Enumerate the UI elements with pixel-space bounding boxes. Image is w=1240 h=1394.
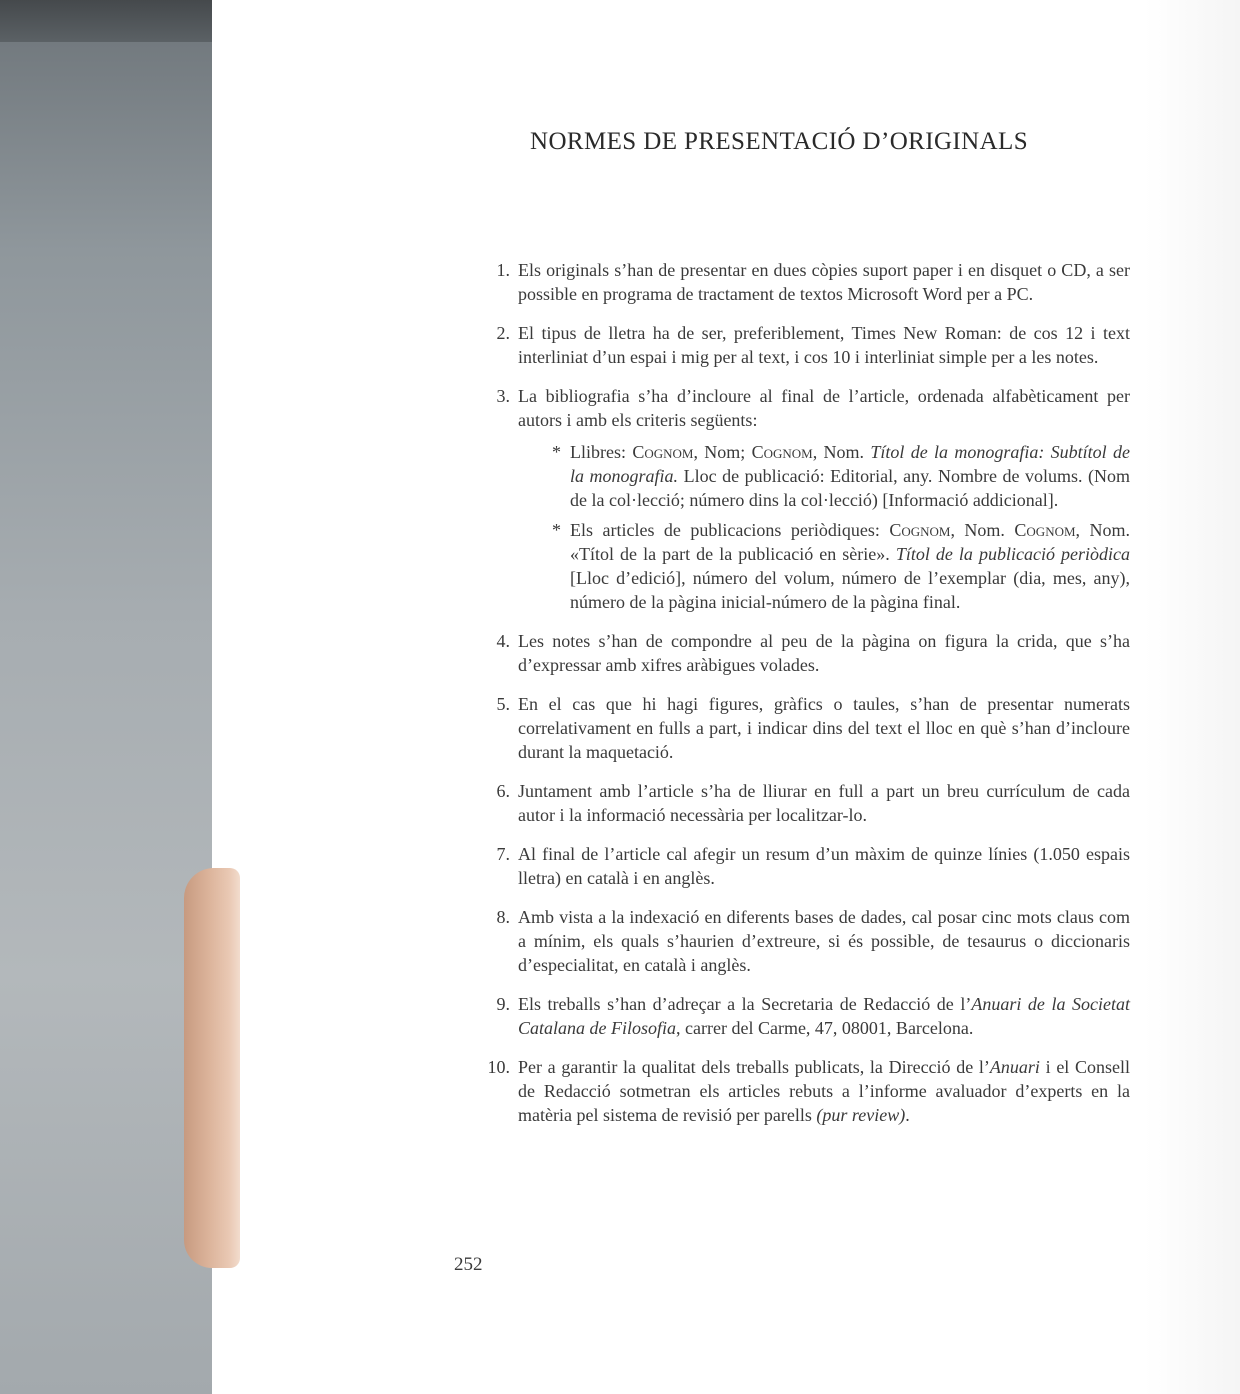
bibliography-criteria	[552, 440, 1130, 614]
criteria-articles	[552, 518, 1130, 614]
item-text: Els treballs s’han d’adreçar a la Secretaria de Redacció de l’	[518, 994, 972, 1014]
item-text: La bibliografia s’ha d’incloure al final de l’article, ordenada alfabèticament per autors i amb els criteris següents:	[518, 386, 1130, 430]
list-item	[470, 692, 1130, 764]
list-item	[470, 629, 1130, 677]
right-page-shadow	[1145, 0, 1240, 1394]
surname-label: Cognom	[889, 520, 951, 540]
list-item	[470, 321, 1130, 369]
journal-title: Anuari de la Societat Catalana de Filosofia	[518, 994, 1130, 1038]
criteria-text: , Nom.	[812, 442, 871, 462]
list-item	[470, 992, 1130, 1040]
criteria-text: Els articles de publicacions periòdiques:	[570, 520, 890, 540]
list-item	[470, 1055, 1130, 1127]
item-text: El tipus de lletra ha de ser, preferiblement, Times New Roman: de cos 12 i text interliniat d’un espai i mig per al text, i cos 10 i interliniat simple per a les notes.	[518, 323, 1130, 367]
page-title: NORMES DE PRESENTACIÓ D’ORIGINALS	[530, 128, 1029, 155]
item-number: 2.	[496, 323, 510, 343]
criteria-books	[552, 440, 1130, 512]
item-number: 3.	[496, 386, 510, 406]
surname-label: Cognom	[632, 442, 694, 462]
item-number: 9.	[496, 994, 510, 1014]
item-number: 4.	[496, 631, 510, 651]
criteria-text: , Nom;	[693, 442, 752, 462]
item-text: Amb vista a la indexació en diferents bases de dades, cal posar cinc mots claus com a mínim, els quals s’haurien d’extreure, si és possible, de tesaurus o diccionaris d’especialitat, en català i anglès.	[518, 907, 1130, 975]
list-item	[470, 842, 1130, 890]
item-text: Al final de l’article cal afegir un resum d’un màxim de quinze línies (1.050 espais lletra) en català i en anglès.	[518, 844, 1130, 888]
peer-review-term: (pur review)	[816, 1105, 906, 1125]
item-text: .	[905, 1105, 910, 1125]
asterisk-bullet: *	[552, 442, 561, 462]
criteria-text: [Lloc d’edició], número del volum, número de l’exemplar (dia, mes, any), número de la pàgina inicial-número de la pàgina final.	[570, 568, 1130, 612]
item-text: En el cas que hi hagi figures, gràfics o taules, s’han de presentar numerats correlativament en fulls a part, i indicar dins del text el lloc en què s’han d’incloure durant la maquetació.	[518, 694, 1130, 762]
list-item	[470, 779, 1130, 827]
item-text: i el Consell de Redacció sotmetran els articles rebuts a l’informe avaluador d’experts en la matèria pel sistema de revisió per parells	[518, 1057, 1130, 1125]
item-text: Juntament amb l’article s’ha de lliurar en full a part un breu currículum de cada autor i la informació necessària per localitzar-lo.	[518, 781, 1130, 825]
criteria-text: Lloc de publicació: Editorial, any. Nombre de volums. (Nom de la col·lecció; número dins la col·lecció) [Informació addicional].	[570, 466, 1130, 510]
item-number: 5.	[496, 694, 510, 714]
monograph-title: Títol de la monografia: Subtítol de la monografia.	[570, 442, 1130, 486]
item-number: 1.	[496, 260, 510, 280]
journal-title: Anuari	[989, 1057, 1040, 1077]
item-number: 10.	[487, 1057, 510, 1077]
item-number: 6.	[496, 781, 510, 801]
item-text: Per a garantir la qualitat dels treballs publicats, la Direcció de l’	[518, 1057, 990, 1077]
surname-label: Cognom	[1014, 520, 1076, 540]
periodical-title: Títol de la publicació periòdica	[895, 544, 1130, 564]
item-number: 7.	[496, 844, 510, 864]
item-number: 8.	[496, 907, 510, 927]
criteria-text: , Nom.	[950, 520, 1015, 540]
surname-label: Cognom	[751, 442, 813, 462]
asterisk-bullet: *	[552, 520, 561, 540]
item-text: Els originals s’han de presentar en dues còpies suport paper i en disquet o CD, a ser possible en programa de tractament de textos Microsoft Word per a PC.	[518, 260, 1130, 304]
list-item	[470, 258, 1130, 306]
list-item	[470, 905, 1130, 977]
item-text: Les notes s’han de compondre al peu de la pàgina on figura la crida, que s’ha d’expressar amb xifres aràbigues volades.	[518, 631, 1130, 675]
criteria-text: Llibres:	[570, 442, 633, 462]
guidelines-list	[470, 258, 1130, 1142]
spine-top-shadow	[0, 0, 222, 42]
list-item	[470, 384, 1130, 614]
thumb	[184, 868, 240, 1268]
item-text: , carrer del Carme, 47, 08001, Barcelona.	[676, 1018, 974, 1038]
page-number: 252	[454, 1254, 483, 1275]
criteria-text: , Nom. «Títol de la part de la publicació en sèrie».	[570, 520, 1131, 564]
